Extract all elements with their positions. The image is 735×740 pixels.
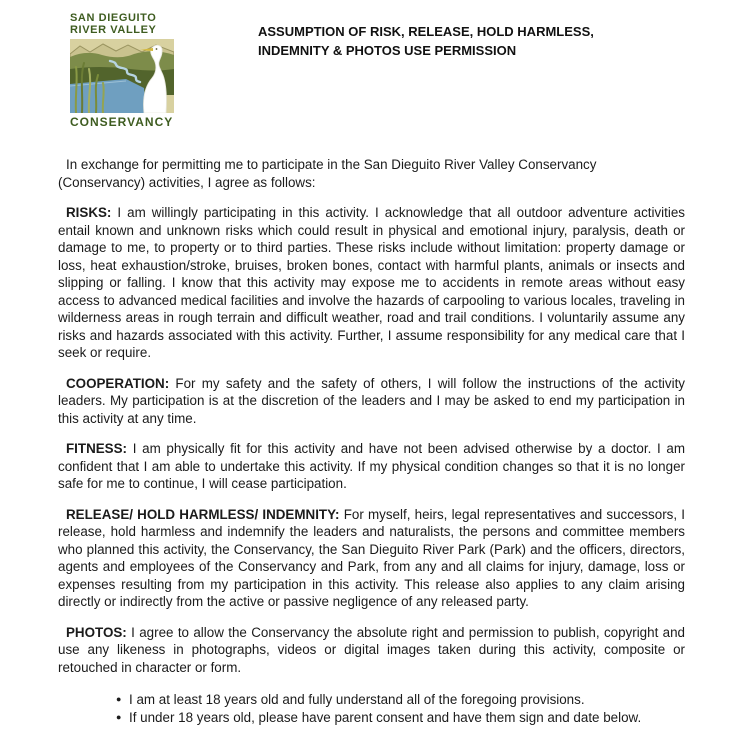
photos-text: I agree to allow the Conservancy the absolute right and permission to publish, copyright and use any likeness in photographs, videos or digital images taken during this activity, composite or retouched in character or form. — [58, 624, 685, 675]
logo-name-line2: RIVER VALLEY — [70, 24, 157, 36]
cooperation-text: For my safety and the safety of others, I will follow the instructions of the activity leaders. My participation is at the discretion of the leaders and I may be asked to end my participation in this activity at any time. — [58, 375, 685, 426]
release-text: For myself, heirs, legal representatives and successors, I release, hold harmless and indemnify the leaders and naturalists, the persons and committee members who planned this activity, the Conservancy, the San Dieguito River Park (Park) and the officers, directors, agents and employees of the Conservancy and Park, from any and all claims for injury, damage, loss or expenses resulting from my participation in this activity. This release also applies to any claim arising directly or indirectly from the active or passive negligence of any released party. — [58, 506, 685, 609]
document-body — [58, 156, 685, 726]
logo-name-top — [70, 12, 190, 36]
photos-paragraph — [58, 624, 685, 677]
document-header — [0, 0, 735, 129]
risks-paragraph — [58, 204, 685, 362]
list-item: ● I am at least 18 years old and fully understand all of the foregoing provisions. — [116, 691, 685, 709]
document-title-line2: INDEMNITY & PHOTOS USE PERMISSION — [258, 43, 517, 58]
release-paragraph — [58, 506, 685, 611]
fitness-paragraph — [58, 440, 685, 493]
risks-text: I am willingly participating in this activity. I acknowledge that all outdoor adventure activities entail known and unknown risks which could result in physical and emotional injury, paralysis, death or damage to me, to property or to third parties. These risks include without limitation: property damage or loss, heat exhaustion/stroke, bruises, broken bones, contact with harmful plants, animals or insects and slipping or falling. I know that this activity may expose me to accidents in remote areas without easy access to advanced medical facilities and involve the hazards of carpooling to various locales, traveling in wilderness areas in rough terrain and difficult weather, road and trail conditions. I voluntarily assume any risks and hazards associated with this activity. Further, I assume responsibility for any medical care that I seek or require. — [58, 205, 685, 360]
logo-name-bottom: CONSERVANCY — [70, 115, 174, 129]
document-title — [258, 22, 594, 60]
egret-landscape-logo-icon — [70, 39, 174, 113]
risks-heading: RISKS: — [66, 205, 112, 220]
logo-name-line1: SAN DIEGUITO — [70, 12, 157, 24]
cooperation-heading: COOPERATION: — [66, 375, 170, 391]
conservancy-logo — [70, 12, 190, 129]
intro-paragraph: In exchange for permitting me to participate in the San Dieguito River Valley Conservancy (Conservancy) activities, I agree as follows: — [58, 157, 597, 190]
cooperation-paragraph — [58, 375, 685, 428]
list-item: ● If under 18 years old, please have parent consent and have them sign and date below. — [116, 709, 685, 727]
release-heading: RELEASE/ HOLD HARMLESS/ INDEMNITY: — [66, 506, 340, 522]
fitness-text: I am physically fit for this activity and have not been advised otherwise by a doctor. I am confident that I am able to undertake this activity. If my physical condition changes so that it is no longer safe for me to continue, I will cease participation. — [58, 441, 685, 491]
age-provisions-list — [58, 689, 685, 726]
document-title-line1: ASSUMPTION OF RISK, RELEASE, HOLD HARMLESS, — [258, 24, 594, 39]
fitness-heading: FITNESS: — [66, 441, 128, 456]
photos-heading: PHOTOS: — [66, 624, 127, 640]
